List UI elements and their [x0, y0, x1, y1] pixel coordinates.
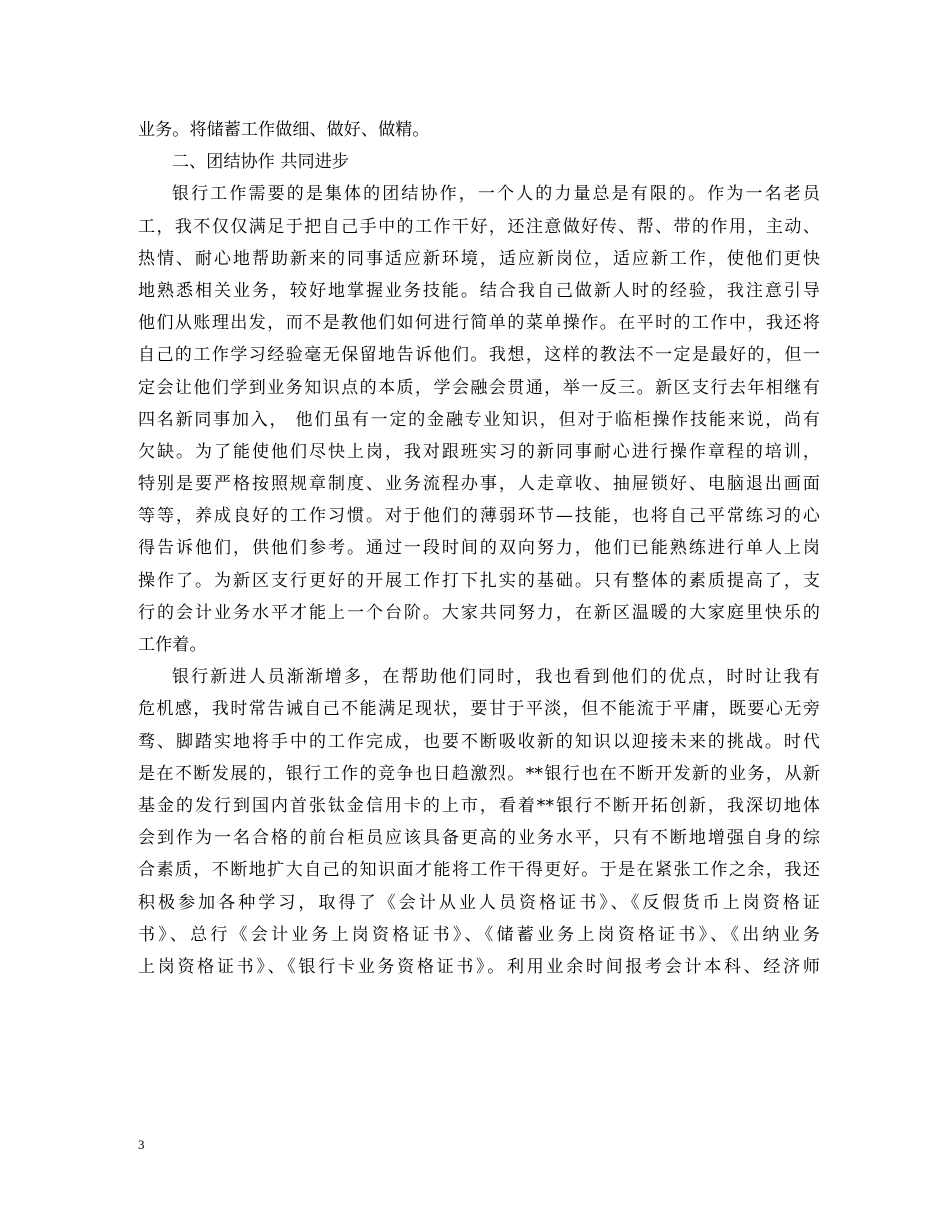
text-line: 骛、脚踏实地将手中的工作完成，也要不断吸收新的知识以迎接未来的挑战。时代	[138, 731, 820, 752]
text-line: 地熟悉相关业务，较好地掌握业务技能。结合我自己做新人时的经验，我注意引导	[138, 280, 820, 301]
text-line: 基金的发行到国内首张钛金信用卡的上市，看着**银行不断开拓创新，我深切地体	[138, 795, 820, 816]
text-line: 合素质，不断地扩大自己的知识面才能将工作干得更好。于是在紧张工作之余，我还	[138, 860, 820, 881]
document-body	[138, 114, 820, 983]
text-line: 欠缺。为了能使他们尽快上岗，我对跟班实习的新同事耐心进行操作章程的培训，	[138, 441, 820, 462]
text-line: 是在不断发展的，银行工作的竞争也日趋激烈。**银行也在不断开发新的业务，从新	[138, 763, 820, 784]
text-line: 积极参加各种学习，取得了《会计从业人员资格证书》、《反假货币上岗资格证	[138, 892, 820, 913]
text-line: 自己的工作学习经验毫无保留地告诉他们。我想，这样的教法不一定是最好的，但一	[138, 345, 820, 366]
text-line: 书》、总行《会计业务上岗资格证书》、《储蓄业务上岗资格证书》、《出纳业务	[138, 924, 820, 945]
text-line: 得告诉他们，供他们参考。通过一段时间的双向努力，他们已能熟练进行单人上岗	[138, 538, 820, 559]
text-line: 他们从账理出发，而不是教他们如何进行简单的菜单操作。在平时的工作中，我还将	[138, 313, 820, 334]
section-heading: 二、团结协作 共同进步	[172, 152, 350, 173]
text-line: 行的会计业务水平才能上一个台阶。大家共同努力，在新区温暖的大家庭里快乐的	[138, 602, 820, 623]
text-line: 工作着。	[138, 635, 207, 655]
text-line: 等等，养成良好的工作习惯。对于他们的薄弱环节—技能，也将自己平常练习的心	[138, 506, 820, 527]
text-line: 危机感，我时常告诫自己不能满足现状，要甘于平淡，但不能流于平庸，既要心无旁	[138, 699, 820, 720]
text-line: 工，我不仅仅满足于把自己手中的工作干好，还注意做好传、帮、带的作用，主动、	[138, 216, 820, 237]
text-line: 操作了。为新区支行更好的开展工作打下扎实的基础。只有整体的素质提高了，支	[138, 570, 820, 591]
text-line: 上岗资格证书》、《银行卡业务资格证书》。利用业余时间报考会计本科、经济师	[138, 956, 820, 977]
text-line: 特别是要严格按照规章制度、业务流程办事，人走章收、抽屉锁好、电脑退出画面	[138, 474, 820, 495]
page-number: 3	[138, 1137, 145, 1152]
text-line: 银行新进人员渐渐增多，在帮助他们同时，我也看到他们的优点，时时让我有	[172, 667, 820, 688]
text-line: 四名新同事加入， 他们虽有一定的金融专业知识，但对于临柜操作技能来说，尚有	[138, 409, 820, 430]
text-line: 热情、耐心地帮助新来的同事适应新环境，适应新岗位，适应新工作，使他们更快	[138, 248, 820, 269]
text-line: 银行工作需要的是集体的团结协作，一个人的力量总是有限的。作为一名老员	[172, 184, 820, 205]
text-line: 会到作为一名合格的前台柜员应该具备更高的业务水平，只有不断地增强自身的综	[138, 828, 820, 849]
text-line: 定会让他们学到业务知识点的本质，学会融会贯通，举一反三。新区支行去年相继有	[138, 377, 820, 398]
text-line: 业务。将储蓄工作做细、做好、做精。	[138, 120, 430, 140]
